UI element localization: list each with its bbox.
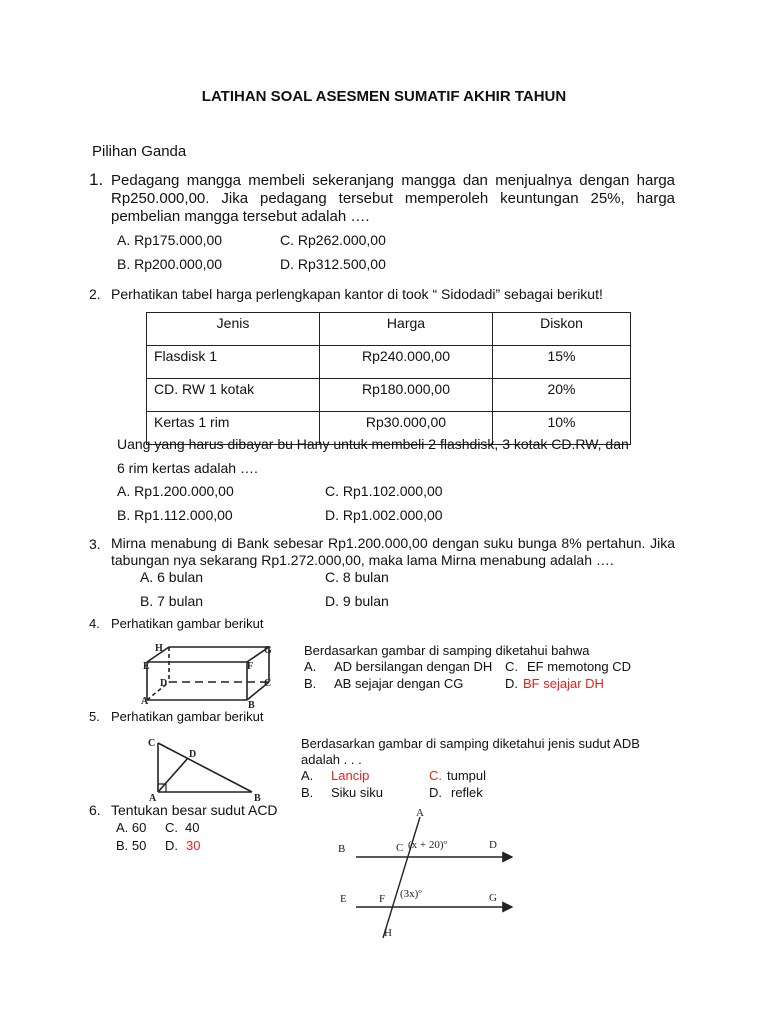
angle-label-1: (x + 20)º: [408, 839, 447, 851]
label-c: C: [264, 678, 272, 689]
q4-option-a-letter[interactable]: A.: [304, 659, 317, 674]
q3-option-c[interactable]: C. 8 bulan: [325, 569, 389, 585]
triangle-figure: [140, 732, 270, 804]
q2-text: Perhatikan tabel harga perlengkapan kantor di took “ Sidodadi” sebagai berikut!: [111, 286, 603, 302]
q2-number: 2.: [89, 286, 101, 302]
table-header-row: [147, 313, 631, 346]
q5-option-a[interactable]: Lancip: [331, 768, 370, 783]
label-h: H: [155, 643, 163, 654]
cuboid-figure: [135, 638, 280, 710]
label-b: B: [248, 700, 255, 710]
q6-option-c[interactable]: 40: [185, 820, 200, 835]
q6-option-b[interactable]: B. 50: [116, 838, 147, 853]
table-cell: Rp30.000,00: [320, 412, 493, 445]
q2-question-line1: Uang yang harus dibayar bu Hany untuk membeli 2 flashdisk, 3 kotak CD.RW, dan: [117, 436, 629, 452]
q1-option-b[interactable]: B. Rp200.000,00: [117, 256, 223, 272]
table-header-cell: Diskon: [493, 313, 631, 346]
q4-text: Perhatikan gambar berikut: [111, 616, 264, 631]
q3-option-d[interactable]: D. 9 bulan: [325, 593, 389, 609]
label-e: E: [143, 661, 150, 672]
table-header-cell: Jenis: [147, 313, 320, 346]
q1-option-a[interactable]: A. Rp175.000,00: [117, 232, 223, 248]
section-heading: Pilihan Ganda: [92, 143, 187, 160]
label-c: C: [148, 738, 156, 749]
label-c: C: [396, 842, 404, 854]
table-row: [147, 379, 631, 412]
q3-text: Mirna menabung di Bank sebesar Rp1.200.000,00 dengan suku bunga 8% pertahun. Jika tabungan nya sekarang Rp1.272.000,00, maka lama Mirna menabung adalah ….: [111, 535, 675, 568]
angle-label-2: (3x)º: [400, 888, 422, 900]
label-a: A: [416, 807, 424, 819]
q6-option-d[interactable]: 30: [186, 838, 201, 853]
q5-number: 5.: [89, 709, 100, 724]
table-header-cell: Harga: [320, 313, 493, 346]
table-row: [147, 346, 631, 379]
q6-option-a[interactable]: A. 60: [116, 820, 147, 835]
page-title: LATIHAN SOAL ASESMEN SUMATIF AKHIR TAHUN: [201, 88, 567, 105]
table-cell: 15%: [493, 346, 631, 379]
q3-option-a[interactable]: A. 6 bulan: [140, 569, 204, 585]
table-cell: Flasdisk 1: [147, 346, 320, 379]
q5-text: Perhatikan gambar berikut: [111, 709, 264, 724]
parallel-lines-figure: [330, 800, 530, 945]
table-cell: Rp240.000,00: [320, 346, 493, 379]
label-g: G: [489, 892, 497, 904]
q6-option-c-letter[interactable]: C.: [165, 820, 178, 835]
q5-option-d-letter[interactable]: D.: [429, 785, 442, 800]
q4-option-b-letter[interactable]: B.: [304, 676, 317, 691]
q2-option-a[interactable]: A. Rp1.200.000,00: [117, 483, 234, 499]
q5-option-a-letter[interactable]: A.: [301, 768, 314, 783]
label-f: F: [247, 661, 254, 672]
q2-option-b[interactable]: B. Rp1.112.000,00: [117, 507, 233, 523]
label-e: E: [340, 893, 347, 905]
label-d: D: [489, 839, 497, 851]
label-h: H: [384, 927, 392, 939]
table-cell: Rp180.000,00: [320, 379, 493, 412]
q6-number: 6.: [89, 802, 101, 818]
q6-text: Tentukan besar sudut ACD: [111, 802, 278, 818]
price-table: [146, 312, 631, 445]
table-cell: CD. RW 1 kotak: [147, 379, 320, 412]
label-d: D: [160, 678, 168, 689]
q2-option-d[interactable]: D. Rp1.002.000,00: [325, 507, 443, 523]
q4-option-d[interactable]: BF sejajar DH: [523, 676, 604, 691]
q2-option-c[interactable]: C. Rp1.102.000,00: [325, 483, 443, 499]
label-a: A: [149, 793, 157, 804]
q5-option-c[interactable]: tumpul: [447, 768, 487, 783]
q3-option-b[interactable]: B. 7 bulan: [140, 593, 204, 609]
q4-statement: Berdasarkan gambar di samping diketahui bahwa: [304, 643, 590, 658]
q6-option-d-letter[interactable]: D.: [165, 838, 178, 853]
q5-option-c-letter[interactable]: C.: [429, 768, 442, 783]
q5-statement-line1: Berdasarkan gambar di samping diketahui jenis sudut ADB: [301, 736, 640, 751]
table-cell: Kertas 1 rim: [147, 412, 320, 445]
q5-statement-line2: adalah . . .: [301, 752, 362, 767]
label-g: G: [264, 645, 272, 656]
q1-option-c[interactable]: C. Rp262.000,00: [280, 232, 386, 248]
label-b: B: [338, 843, 346, 855]
table-cell: 20%: [493, 379, 631, 412]
table-cell: 10%: [493, 412, 631, 445]
q4-option-b[interactable]: AB sejajar dengan CG: [334, 676, 464, 691]
q5-option-b[interactable]: Siku siku: [331, 785, 384, 800]
q4-option-d-letter[interactable]: D.: [505, 676, 518, 691]
q4-number: 4.: [89, 616, 100, 631]
label-f: F: [379, 893, 386, 905]
q4-option-a[interactable]: AD bersilangan dengan DH: [334, 659, 493, 674]
q2-question-line2: 6 rim kertas adalah ….: [117, 460, 258, 476]
label-a: A: [141, 696, 149, 707]
label-b: B: [254, 793, 261, 804]
q5-option-d[interactable]: reflek: [451, 785, 483, 800]
q1-text: Pedagang mangga membeli sekeranjang mangga dan menjualnya dengan harga Rp250.000,00. Jika pedagang tersebut memperoleh keuntungan 25%, harga pembelian mangga tersebut adalah ….: [111, 172, 675, 225]
q4-option-c-letter[interactable]: C.: [505, 659, 518, 674]
q4-option-c[interactable]: EF memotong CD: [527, 659, 632, 674]
q3-number: 3.: [89, 536, 101, 552]
q1-option-d[interactable]: D. Rp312.500,00: [280, 256, 386, 272]
label-d: D: [189, 749, 197, 760]
q5-option-b-letter[interactable]: B.: [301, 785, 314, 800]
q1-number: 1.: [89, 170, 104, 189]
